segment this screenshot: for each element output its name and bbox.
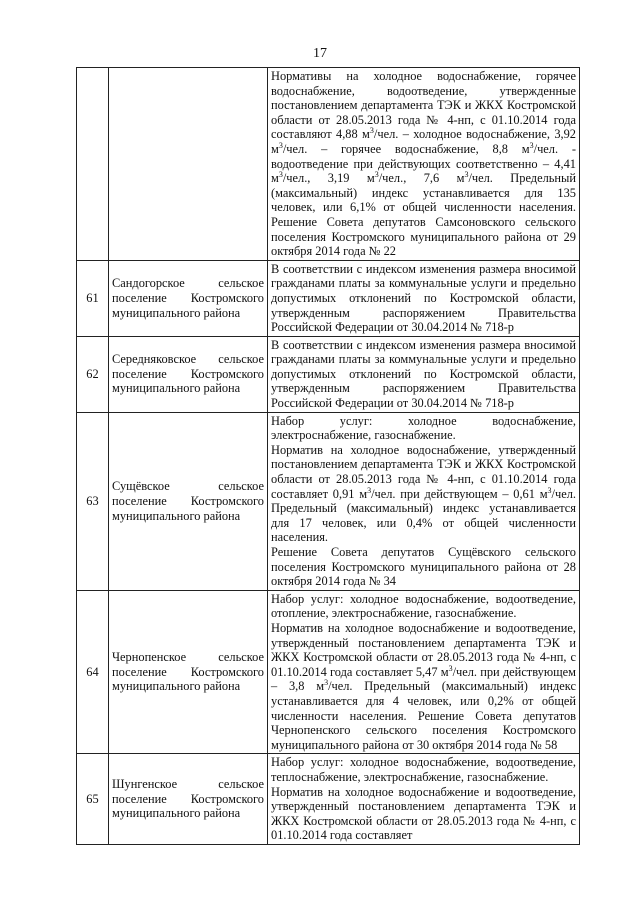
description-text: Норматив на холодное водоснабжение и водоотведение, утвержденный постановлением департамента ТЭК и ЖКХ Костромской области от 28.05.2013 года № 4-нп, с 01.10.2014 года составляет 5,47 м <box>271 620 576 679</box>
superscript-exponent: 3 <box>529 140 534 150</box>
row-number: 64 <box>77 590 109 754</box>
description-paragraph <box>271 621 576 752</box>
table-row <box>77 260 580 336</box>
superscript-exponent: 3 <box>278 140 283 150</box>
table-row <box>77 412 580 590</box>
description-text: /чел., 3,19 м <box>282 171 375 186</box>
table-row <box>77 590 580 754</box>
row-description <box>268 260 580 336</box>
description-paragraph <box>271 262 576 335</box>
description-paragraph <box>271 592 576 621</box>
description-text: Норматив на холодное водоснабжение, утвержденный постановлением департамента ТЭК и ЖКХ Костромской области от 28.05.2013 года № 4-нп, с 01.10.2014 года составляет 0,91 м <box>271 442 576 501</box>
description-paragraph <box>271 414 576 443</box>
description-text: /чел. Предельный (максимальный) индекс устанавливается для 135 человек, или 6,1% от общей численности населения. Решение Совета депутатов Самсоновского сельского поселения Костромского муниципального района от 29 октября 2014 года № 22 <box>271 171 577 259</box>
settlement-name: Сандогорское сельское поселение Костромского муниципального района <box>109 260 268 336</box>
superscript-exponent: 3 <box>367 485 372 495</box>
tariff-table <box>76 67 580 845</box>
description-text: /чел. при действующем – 3,8 м <box>271 664 576 694</box>
description-text: /чел. при действующем – 0,61 м <box>371 486 548 501</box>
table-row <box>77 336 580 412</box>
superscript-exponent: 3 <box>369 126 374 136</box>
description-text: В соответствии с индексом изменения размера вносимой гражданами платы за коммунальные услуги и предельно допустимых отклонений по Костромской области, утвержденным распоряжением Правительства Российской Федерации от 30.04.2014 № 718-р <box>271 337 576 411</box>
superscript-exponent: 3 <box>324 678 329 688</box>
description-paragraph <box>271 755 576 784</box>
description-paragraph <box>271 443 576 545</box>
superscript-exponent: 3 <box>448 663 453 673</box>
superscript-exponent: 3 <box>464 170 469 180</box>
description-text: /чел. Предельный (максимальный) индекс устанавливается для 4 человек, или 0,2% от общей численности населения. Решение Совета депутатов Чернопенского сельского поселения Костромского муниципального района от 30 октября 2014 года № 58 <box>271 679 576 752</box>
description-text: /чел. Предельный (максимальный) индекс устанавливается для 17 человек, или 0,4% от общей численности населения. <box>271 486 577 545</box>
settlement-name: Шунгенское сельское поселение Костромского муниципального района <box>109 754 268 845</box>
description-text: В соответствии с индексом изменения размера вносимой гражданами платы за коммунальные услуги и предельно допустимых отклонений по Костромской области, утвержденным распоряжением Правительства Российской Федерации от 30.04.2014 № 718-р <box>271 261 576 335</box>
description-text: Решение Совета депутатов Сущёвского сельского поселения Костромского муниципального района от 28 октября 2014 года № 34 <box>271 545 576 589</box>
row-description <box>268 412 580 590</box>
settlement-name: Чернопенское сельское поселение Костромского муниципального района <box>109 590 268 754</box>
row-number: 62 <box>77 336 109 412</box>
row-number: 65 <box>77 754 109 845</box>
settlement-name: Сущёвское сельское поселение Костромского муниципального района <box>109 412 268 590</box>
description-text: /чел. - водоотведение при действующих соответственно – 4,41 м <box>271 141 576 186</box>
row-number: 63 <box>77 412 109 590</box>
superscript-exponent: 3 <box>278 170 283 180</box>
description-paragraph <box>271 338 576 411</box>
description-text: Норматив на холодное водоснабжение и водоотведение, утвержденный постановлением департамента ТЭК и ЖКХ Костромской области от 28.05.2013 года № 4-нп, с 01.10.2014 года составляет <box>271 784 576 843</box>
description-paragraph <box>271 69 576 259</box>
description-text: Набор услуг: холодное водоснабжение, водоотведение, теплоснабжение, электроснабжение, газоснабжение. <box>271 755 576 784</box>
superscript-exponent: 3 <box>547 485 552 495</box>
description-text: /чел. – холодное водоснабжение, 3,92 м <box>271 127 576 156</box>
row-number <box>77 68 109 261</box>
row-description <box>268 754 580 845</box>
description-paragraph <box>271 545 576 589</box>
page-number: 17 <box>313 46 327 61</box>
description-text: /чел. – горячее водоснабжение, 8,8 м <box>282 141 530 156</box>
row-description <box>268 590 580 754</box>
description-text: Набор услуг: холодное водоснабжение, водоотведение, отопление, электроснабжение, газоснабжение. <box>271 591 576 621</box>
settlement-name: Середняковское сельское поселение Костромского муниципального района <box>109 336 268 412</box>
superscript-exponent: 3 <box>374 170 379 180</box>
table-row <box>77 68 580 261</box>
description-text: /чел., 7,6 м <box>378 171 465 186</box>
settlement-name <box>109 68 268 261</box>
row-description <box>268 336 580 412</box>
row-description <box>268 68 580 261</box>
description-text: Набор услуг: холодное водоснабжение, электроснабжение, газоснабжение. <box>271 413 576 443</box>
table-row <box>77 754 580 845</box>
description-paragraph <box>271 785 576 843</box>
description-text: Нормативы на холодное водоснабжение, горячее водоснабжение, водоотведение, утвержденные постановлением департамента ТЭК и ЖКХ Костромской области от 28.05.2013 года № 4-нп, с 01.10.2014 года составляют 4,88 м <box>271 69 576 142</box>
row-number: 61 <box>77 260 109 336</box>
